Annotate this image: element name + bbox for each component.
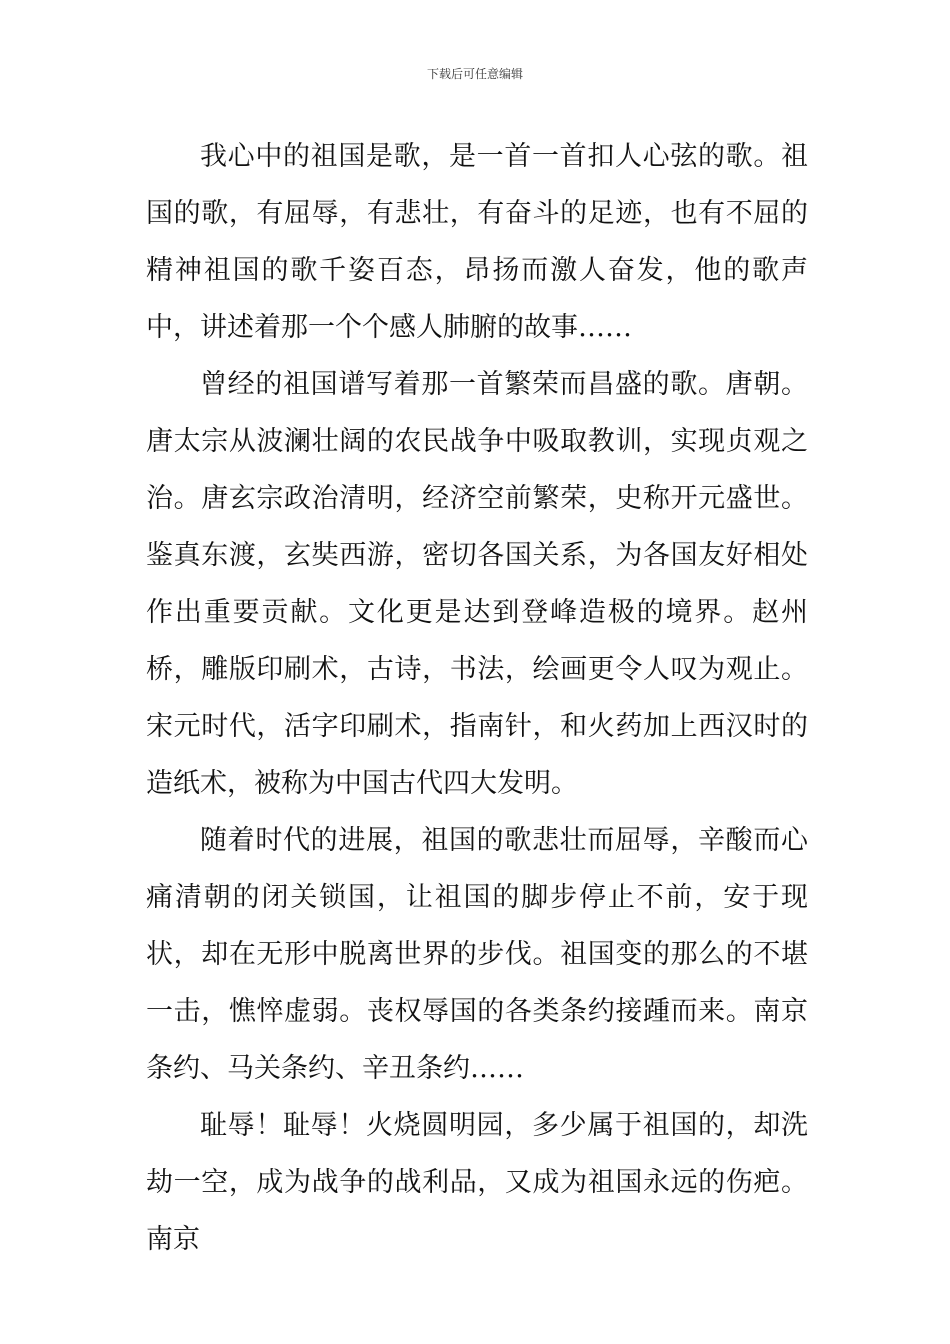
paragraph-2: 曾经的祖国谱写着那一首繁荣而昌盛的歌。唐朝。唐太宗从波澜壮阔的农民战争中吸取教训，实现贞观之治。唐玄宗政治清明，经济空前繁荣，史称开元盛世。鉴真东渡，玄奘西游，密切各国关系，为各国友好相处作出重要贡献。文化更是达到登峰造极的境界。赵州桥，雕版印刷术，古诗，书法，绘画更令人叹为观止。宋元时代，活字印刷术，指南针，和火药加上西汉时的造纸术，被称为中国古代四大发明。 — [146, 369, 808, 799]
paragraph-4: 耻辱！耻辱！火烧圆明园，多少属于祖国的，却洗劫一空，成为战争的战利品，又成为祖国永远的伤疤。南京 — [146, 1110, 808, 1255]
paragraph-3: 随着时代的进展，祖国的歌悲壮而屈辱，辛酸而心痛清朝的闭关锁国，让祖国的脚步停止不前，安于现状，却在无形中脱离世界的步伐。祖国变的那么的不堪一击，憔悴虚弱。丧权辱国的各类条约接踵而来。南京条约、马关条约、辛丑条约…… — [146, 825, 808, 1084]
document-body — [146, 128, 808, 1268]
paragraph-1: 我心中的祖国是歌，是一首一首扣人心弦的歌。祖国的歌，有屈辱，有悲壮，有奋斗的足迹，也有不屈的精神祖国的歌千姿百态，昂扬而激人奋发，他的歌声中，讲述着那一个个感人肺腑的故事…… — [146, 141, 808, 343]
page-header: 下载后可任意编辑 — [426, 67, 523, 81]
